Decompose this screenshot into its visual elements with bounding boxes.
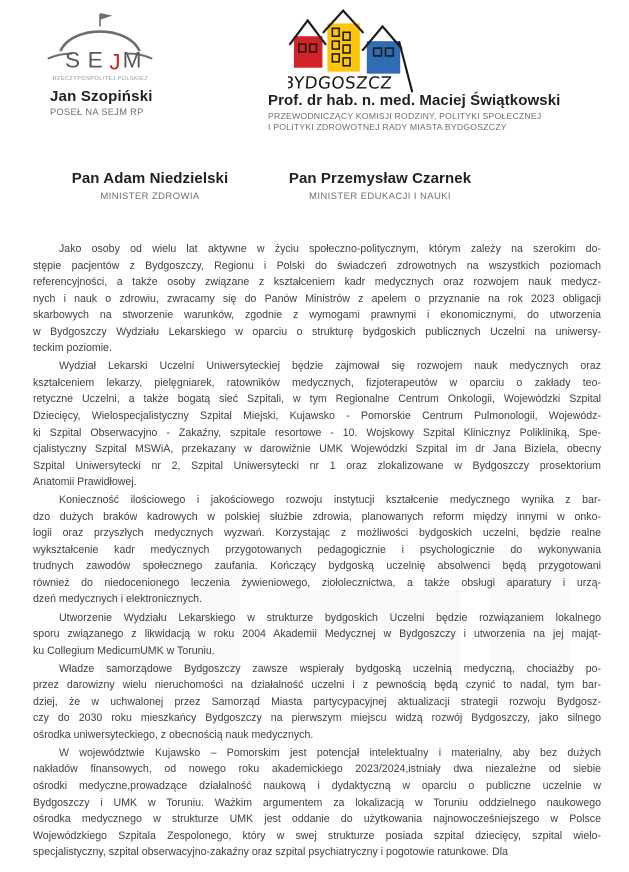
text-line: Konieczność ilościowego i jakościowego rozwoju instytucji kształcenie medycznego wynika z bar- [59, 494, 601, 507]
text-line: ośrodki medyczne,prowadzące działalność naukową i dydaktyczną w oparciu o publiczne uczelnie w [33, 780, 601, 792]
addressee-name: Pan Adam Niedzielski [71, 170, 229, 187]
text-line: Wydział Lekarski Uczelni Uniwersyteckiej będzie zajmował się rozwojem nauk medycznych oraz [59, 360, 601, 373]
text-line: Szpital Uniwersytecki nr 2, Szpital Uniwersytecki nr 1 oraz zlokalizowane w Bydgoszczy prosektorium [33, 459, 601, 472]
text-line: dziej, że w uchwalonej przez Samorząd Miasta partycypacyjnej aktualizacji strategii rozwoju Bydgosz- [33, 695, 601, 708]
text-line: dzeń medycznych i elektronicznych. [33, 593, 202, 606]
sender-right-role-line2: I POLITYKI ZDROWOTNEJ RADY MIASTA BYDGOSZCZY [268, 122, 507, 132]
text-line: ki Szpital Obserwacyjno - Zakaźny, szpitale resortowe - 10. Wojskowy Szpital Klinicznyz Polikliniką, Spe- [33, 426, 601, 439]
addressee-education-minister [268, 170, 492, 202]
text-line: nych i nauk o zdrowiu, zwracamy się do Panów Ministrów z apelem o przyznanie na rok 2023 obligacji [33, 292, 601, 305]
text-line: Dziecięcy, Wielospecjalistyczny Szpital Miejski, Kujawsko - Pomorskie Centrum Pulmonologii, Wojewódz- [33, 409, 601, 422]
sejm-subtitle: RZECZYPOSPOLITEJ POLSKIEJ [52, 75, 148, 82]
sejm-dome-icon [46, 12, 154, 84]
text-line: ośrodka uniwersyteckiego, z obecnością nauk medycznych. [33, 728, 314, 741]
text-line: również do niedocenionego leczenia żywieniowego, ziołolecznictwa, a także obsługi aparatury i urzą- [33, 576, 601, 589]
text-line: W województwie Kujawsko – Pomorskim jest potencjał intelektualny i materialny, aby bez dużych [59, 746, 601, 759]
text-line: czy do 2030 roku mieszkańcy Bydgoszczy na pierwszym miejscu widzą rozwój Bydgoszczy, jako silnego [33, 712, 601, 725]
text-line: cjalistyczny Szpital MSWiA, przekazany w darowiźnie UMK Wojewódzki Szpital im dr Jana Biziela, obecny [33, 443, 601, 456]
paragraph [33, 661, 601, 744]
sender-right-name: Prof. dr hab. n. med. Maciej Świątkowski [268, 92, 561, 109]
text-line: Władze samorządowe Bydgoszczy zawsze wspierały bydgoską uczelnią medyczną, chociażby po- [59, 662, 601, 675]
text-line: referencyjności, a także osoby związane z kształceniem kadr medycznych oraz rozwojem nauk medycz- [33, 276, 601, 289]
sender-left-name: Jan Szopiński [50, 88, 153, 105]
text-line: Utworzenie Wydziału Lekarskiego w strukturze bydgoskich Uczelni będzie rozwiązaniem lokalnego [59, 611, 601, 624]
bydgoszcz-logo [288, 8, 416, 99]
text-line: Bydgoszczy i UMK w Toruniu. Ważkim argumentem za lokalizacją w Toruniu oddzielnego naukowego [33, 796, 601, 809]
text-line: nakładów finansowych, od nowego roku akademickiego 2023/2024,istniały dwa niezależne od siebie [33, 763, 601, 776]
addressee-title: MINISTER ZDROWIA [100, 191, 200, 202]
text-line: stępie pacjentów z Bydgoszczy, Regionu i Polski do świadczeń zdrowotnych na wszystkich poziomach [33, 259, 601, 272]
letter-body [33, 241, 601, 862]
sejm-letter-j: J [109, 49, 121, 75]
text-line: specjalistyczny, szpital obserwacyjno-zakaźny oraz szpital psychiatryczny i pogotowie ratunkowe. Dla [33, 846, 508, 859]
text-line: skarbowych na stworzenie warunków, zgodnie z wymogami prawnymi i ekonomicznymi, do utworzenia [33, 309, 601, 322]
text-line: ku Collegium MedicumUMK w Toruniu. [33, 644, 215, 657]
paragraph [33, 745, 601, 861]
text-line: w Bydgoszczy Wydziału Lekarskiego w oparciu o strukturę bydgoskich publicznych Uczelni na uniwersy- [33, 325, 601, 338]
text-line: Anatomii Prawidłowej. [33, 476, 137, 489]
text-line: teckim poziomie. [33, 342, 112, 355]
paragraph [33, 241, 601, 357]
sender-right-role-line1: PRZEWODNICZĄCY KOMISJI RODZINY, POLITYKI SPOŁECZNEJ [268, 111, 542, 121]
sejm-letter-s: S [65, 47, 81, 73]
sejm-logo [46, 12, 154, 89]
sejm-letter-e: E [87, 47, 103, 73]
paragraph [33, 358, 601, 490]
text-line: ośrodka medycznego w strukturze UMK jest oddanie do użytkowania najnowocześniejszego w Polsce [33, 813, 601, 826]
text-line: Jako osoby od wielu lat aktywne w życiu społeczno-politycznym, którym zależy na szerokim do- [59, 243, 601, 255]
addressee-name: Pan Przemysław Czarnek [288, 170, 472, 187]
text-line: trudnych zawodów społecznego zaufania. Kończący bydgoską uczelnię absolwenci będą przygotowani [33, 560, 601, 573]
text-line: przez darowizny wielu nieruchomości na działalność uczelni i z pewnością będą czynić to nadal, tym bar- [33, 679, 601, 692]
text-line: kształceniem lekarzy, pielęgniarek, ratowników medycznych, fizjoterapeutów w oparciu o zakłady teo- [33, 376, 601, 389]
addressee-health-minister [38, 170, 262, 202]
text-line: sporu związanego z likwidacją w roku 2004 Akademii Medycznej w Bydgoszczy i utworzenia na jej mająt- [33, 628, 601, 641]
text-line: retyczne Uczelni, a także bogatą sieć Szpitali, w tym Regionalne Centrum Onkologii, Wojewódzki Szpital [33, 393, 601, 406]
sejm-letter-m: M [122, 47, 142, 73]
sender-left-role: POSEŁ NA SEJM RP [50, 107, 144, 117]
text-line: dzo dużych braków kadrowych w polskiej służbie zdrowia, planowanych reform między innymi w onko- [33, 510, 601, 523]
bydgoszcz-houses-icon [288, 8, 416, 94]
text-line: Wojewódzkiego Szpitala Zespolonego, który w swej strukturze posiada szpital dziecięcy, szpital wielo- [33, 829, 601, 842]
addressee-title: MINISTER EDUKACJI I NAUKI [309, 191, 451, 202]
text-line: wykształcenie kadr medycznych przygotowanych pedagogicznie i psychologicznie do wykonywania [33, 543, 601, 556]
text-line: logii oraz przyszłych medycznych wyzwań. Korzystając z możliwości bydgoskich uczelni, będzie realne [33, 527, 601, 540]
paragraph [33, 492, 601, 608]
paragraph [33, 610, 601, 660]
bydgoszcz-wordmark: BYDGOSZCZ [288, 72, 394, 93]
